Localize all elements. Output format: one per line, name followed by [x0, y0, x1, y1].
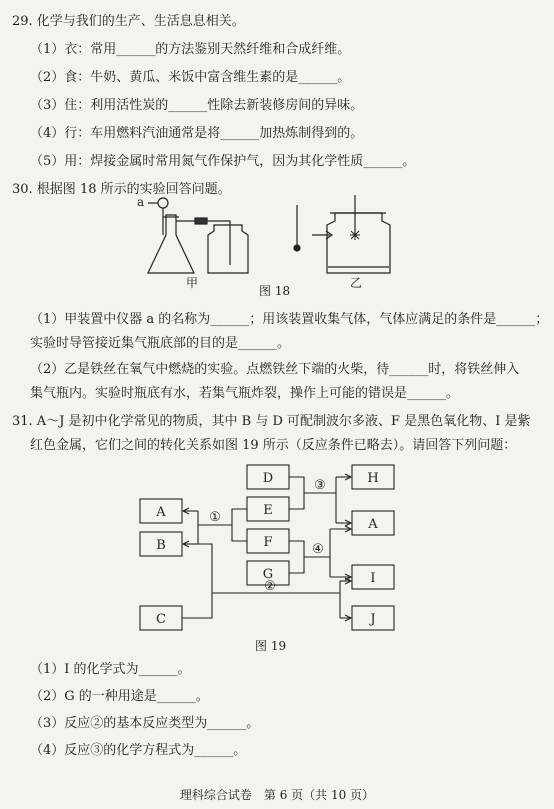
page-footer: 理科综合试卷 第 6 页（共 10 页）	[179, 788, 375, 802]
q30-item1-line1: （1）甲装置中仪器 a 的名称为______；用该装置收集气体，气体应满足的条件是______；	[30, 312, 549, 327]
spark-icon	[350, 230, 360, 240]
fig18-label-a: a	[137, 195, 145, 209]
r1-bracket	[232, 509, 247, 541]
fig18-caption: 图 18	[259, 284, 291, 298]
tube-joint	[195, 218, 207, 224]
label-H: H	[367, 471, 379, 486]
q29-stem: 29. 化学与我们的生产、生活息息相关。	[12, 14, 245, 29]
collecting-bottle-yi	[327, 213, 390, 273]
match-head	[294, 245, 300, 251]
q31-item-1: （1）I 的化学式为______。	[30, 662, 191, 677]
fig19-caption: 图 19	[255, 639, 287, 653]
label-A-right: A	[368, 517, 378, 532]
delivery-tube	[176, 221, 230, 265]
q30-item1-line2: 实验时导管接近集气瓶底部的目的是______。	[30, 336, 291, 351]
label-I: I	[370, 571, 376, 586]
r4-bracket	[289, 541, 304, 573]
collecting-bottle-jia	[208, 225, 248, 273]
q30-item2-line2: 集气瓶内。实验时瓶底有水，若集气瓶炸裂，操作上可能的错误是______。	[30, 386, 460, 401]
label-C: C	[156, 612, 166, 627]
figure-19	[0, 455, 554, 635]
reaction-3-label: ③	[314, 478, 326, 493]
fig18-label-yi: 乙	[350, 276, 363, 290]
q29-item-2: （2）食：牛奶、黄瓜、米饭中富含维生素的是______。	[30, 70, 351, 85]
label-G: G	[262, 567, 274, 582]
reaction-1-label: ①	[209, 510, 221, 525]
q31-item-4: （4）反应③的化学方程式为______。	[30, 743, 247, 758]
label-E: E	[263, 503, 273, 518]
r3-bracket	[289, 477, 304, 509]
conical-flask	[148, 215, 194, 273]
q31-item-3: （3）反应②的基本反应类型为______。	[30, 716, 260, 731]
q31-stem-line1: 31. A～J 是初中化学常见的物质，其中 B 与 D 可配制波尔多液、F 是黑色氧化物、I 是紫	[12, 414, 531, 429]
q30-stem: 30. 根据图 18 所示的实验回答问题。	[12, 182, 231, 197]
label-D: D	[262, 471, 274, 486]
figure-18	[0, 195, 554, 295]
label-B: B	[156, 538, 166, 553]
dropper-bulb	[158, 198, 168, 208]
q31-item-2: （2）G 的一种用途是______。	[30, 689, 209, 704]
label-F: F	[263, 535, 273, 550]
label-A-left: A	[156, 505, 166, 520]
label-J: J	[370, 612, 376, 627]
q29-item-5: （5）用：焊接金属时常用氮气作保护气，因为其化学性质______。	[30, 154, 416, 169]
fig18-label-jia: 甲	[186, 276, 199, 290]
r2-bracket	[182, 544, 212, 618]
q29-item-3: （3）住：利用活性炭的______性除去新装修房间的异味。	[30, 98, 364, 113]
q31-stem-line2: 红色金属，它们之间的转化关系如图 19 所示（反应条件已略去）。请回答下列问题：	[30, 438, 517, 453]
reaction-2-label: ②	[264, 579, 276, 594]
q29-item-4: （4）行：车用燃料汽油通常是将______加热炼制得到的。	[30, 126, 364, 141]
q30-item2-line1: （2）乙是铁丝在氧气中燃烧的实验。点燃铁丝下端的火柴，待______时，将铁丝伸入	[30, 362, 520, 377]
reaction-4-label: ④	[312, 542, 324, 557]
q29-item-1: （1）衣：常用______的方法鉴别天然纤维和合成纤维。	[30, 42, 351, 57]
